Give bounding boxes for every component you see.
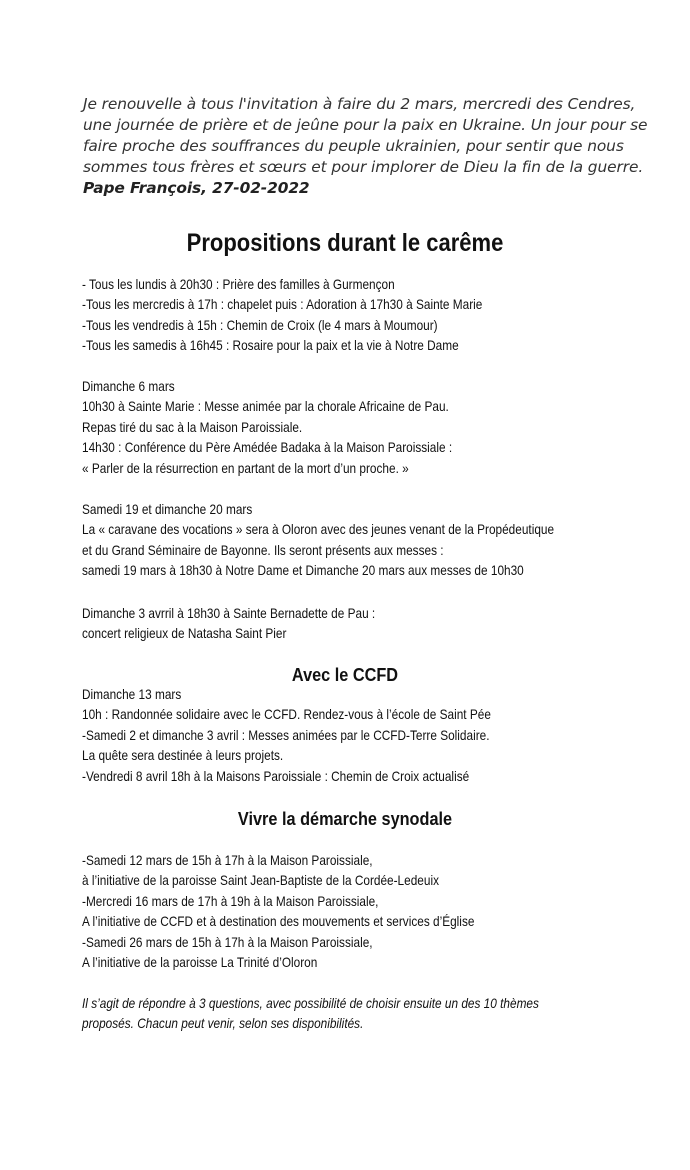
march-6-section (82, 377, 662, 479)
text-line: -Tous les samedis à 16h45 : Rosaire pour la paix et la vie à Notre Dame (82, 338, 459, 354)
ccfd-section (82, 685, 662, 787)
main-title: Propositions durant le carême (186, 229, 504, 257)
text-line: Repas tiré du sac à la Maison Paroissiale. (82, 419, 303, 435)
text-line: samedi 19 mars à 18h30 à Notre Dame et Dimanche 20 mars aux messes de 10h30 (82, 563, 524, 579)
text-line: A l’initiative de la paroisse La Trinité d’Oloron (82, 954, 318, 970)
text-line: -Samedi 12 mars de 15h à 17h à la Maison Paroissiale, (82, 853, 373, 868)
text-line: 10h30 à Sainte Marie : Messe animée par la chorale Africaine de Pau. (82, 399, 449, 415)
quote-line: sommes tous frères et sœurs et pour implorer de Dieu la fin de la guerre. (83, 158, 644, 176)
quote-line: une journée de prière et de jeûne pour la paix en Ukraine. Un jour pour se (83, 116, 648, 134)
text-line: A l’initiative de CCFD et à destination des mouvements et services d’Église (82, 914, 475, 930)
quote-line: faire proche des souffrances du peuple ukrainien, pour sentir que nous (83, 137, 624, 155)
quote-line: Je renouvelle à tous l'invitation à faire du 2 mars, mercredi des Cendres, (83, 95, 636, 113)
text-line: et du Grand Séminaire de Bayonne. Ils seront présents aux messes : (82, 542, 444, 558)
text-line: Samedi 19 et dimanche 20 mars (82, 502, 253, 517)
synod-section (82, 851, 662, 973)
text-line: Il s’agit de répondre à 3 questions, avec possibilité de choisir ensuite un des 10 thèmes (82, 996, 539, 1011)
text-line: concert religieux de Natasha Saint Pier (82, 626, 287, 642)
april-3-section (82, 604, 662, 645)
quote-signature: Pape François, 27-02-2022 (83, 179, 310, 197)
text-line: -Tous les vendredis à 15h : Chemin de Croix (le 4 mars à Moumour) (82, 317, 438, 333)
text-line: - Tous les lundis à 20h30 : Prière des familles à Gurmençon (82, 277, 395, 292)
text-line: Dimanche 6 mars (82, 379, 175, 394)
synod-note (82, 994, 662, 1035)
ccfd-title: Avec le CCFD (291, 664, 399, 685)
text-line: Dimanche 13 mars (82, 687, 182, 702)
text-line: Dimanche 3 avrril à 18h30 à Sainte Bernadette de Pau : (82, 606, 376, 621)
text-line: à l’initiative de la paroisse Saint Jean-Baptiste de la Cordée-Ledeuix (82, 873, 439, 889)
text-line: « Parler de la résurrection en partant de la mort d’un proche. » (82, 460, 409, 476)
text-line: 14h30 : Conférence du Père Amédée Badaka à la Maison Paroissiale : (82, 440, 453, 456)
text-line: La quête sera destinée à leurs projets. (82, 748, 284, 764)
text-line: -Mercredi 16 mars de 17h à 19h à la Maison Paroissiale, (82, 893, 379, 909)
synod-title: Vivre la démarche synodale (237, 808, 453, 829)
text-line: -Vendredi 8 avril 18h à la Maisons Paroissiale : Chemin de Croix actualisé (82, 768, 470, 784)
pope-quote (83, 94, 648, 199)
text-line: proposés. Chacun peut venir, selon ses disponibilités. (82, 1016, 364, 1032)
text-line: La « caravane des vocations » sera à Oloron avec des jeunes venant de la Propédeutique (82, 522, 555, 538)
march-19-section (82, 500, 662, 582)
text-line: -Tous les mercredis à 17h : chapelet puis : Adoration à 17h30 à Sainte Marie (82, 297, 483, 313)
weekly-schedule (82, 275, 662, 357)
text-line: -Samedi 26 mars de 15h à 17h à la Maison Paroissiale, (82, 934, 373, 950)
text-line: -Samedi 2 et dimanche 3 avril : Messes animées par le CCFD-Terre Solidaire. (82, 727, 490, 743)
text-line: 10h : Randonnée solidaire avec le CCFD. Rendez-vous à l’école de Saint Pée (82, 707, 491, 723)
